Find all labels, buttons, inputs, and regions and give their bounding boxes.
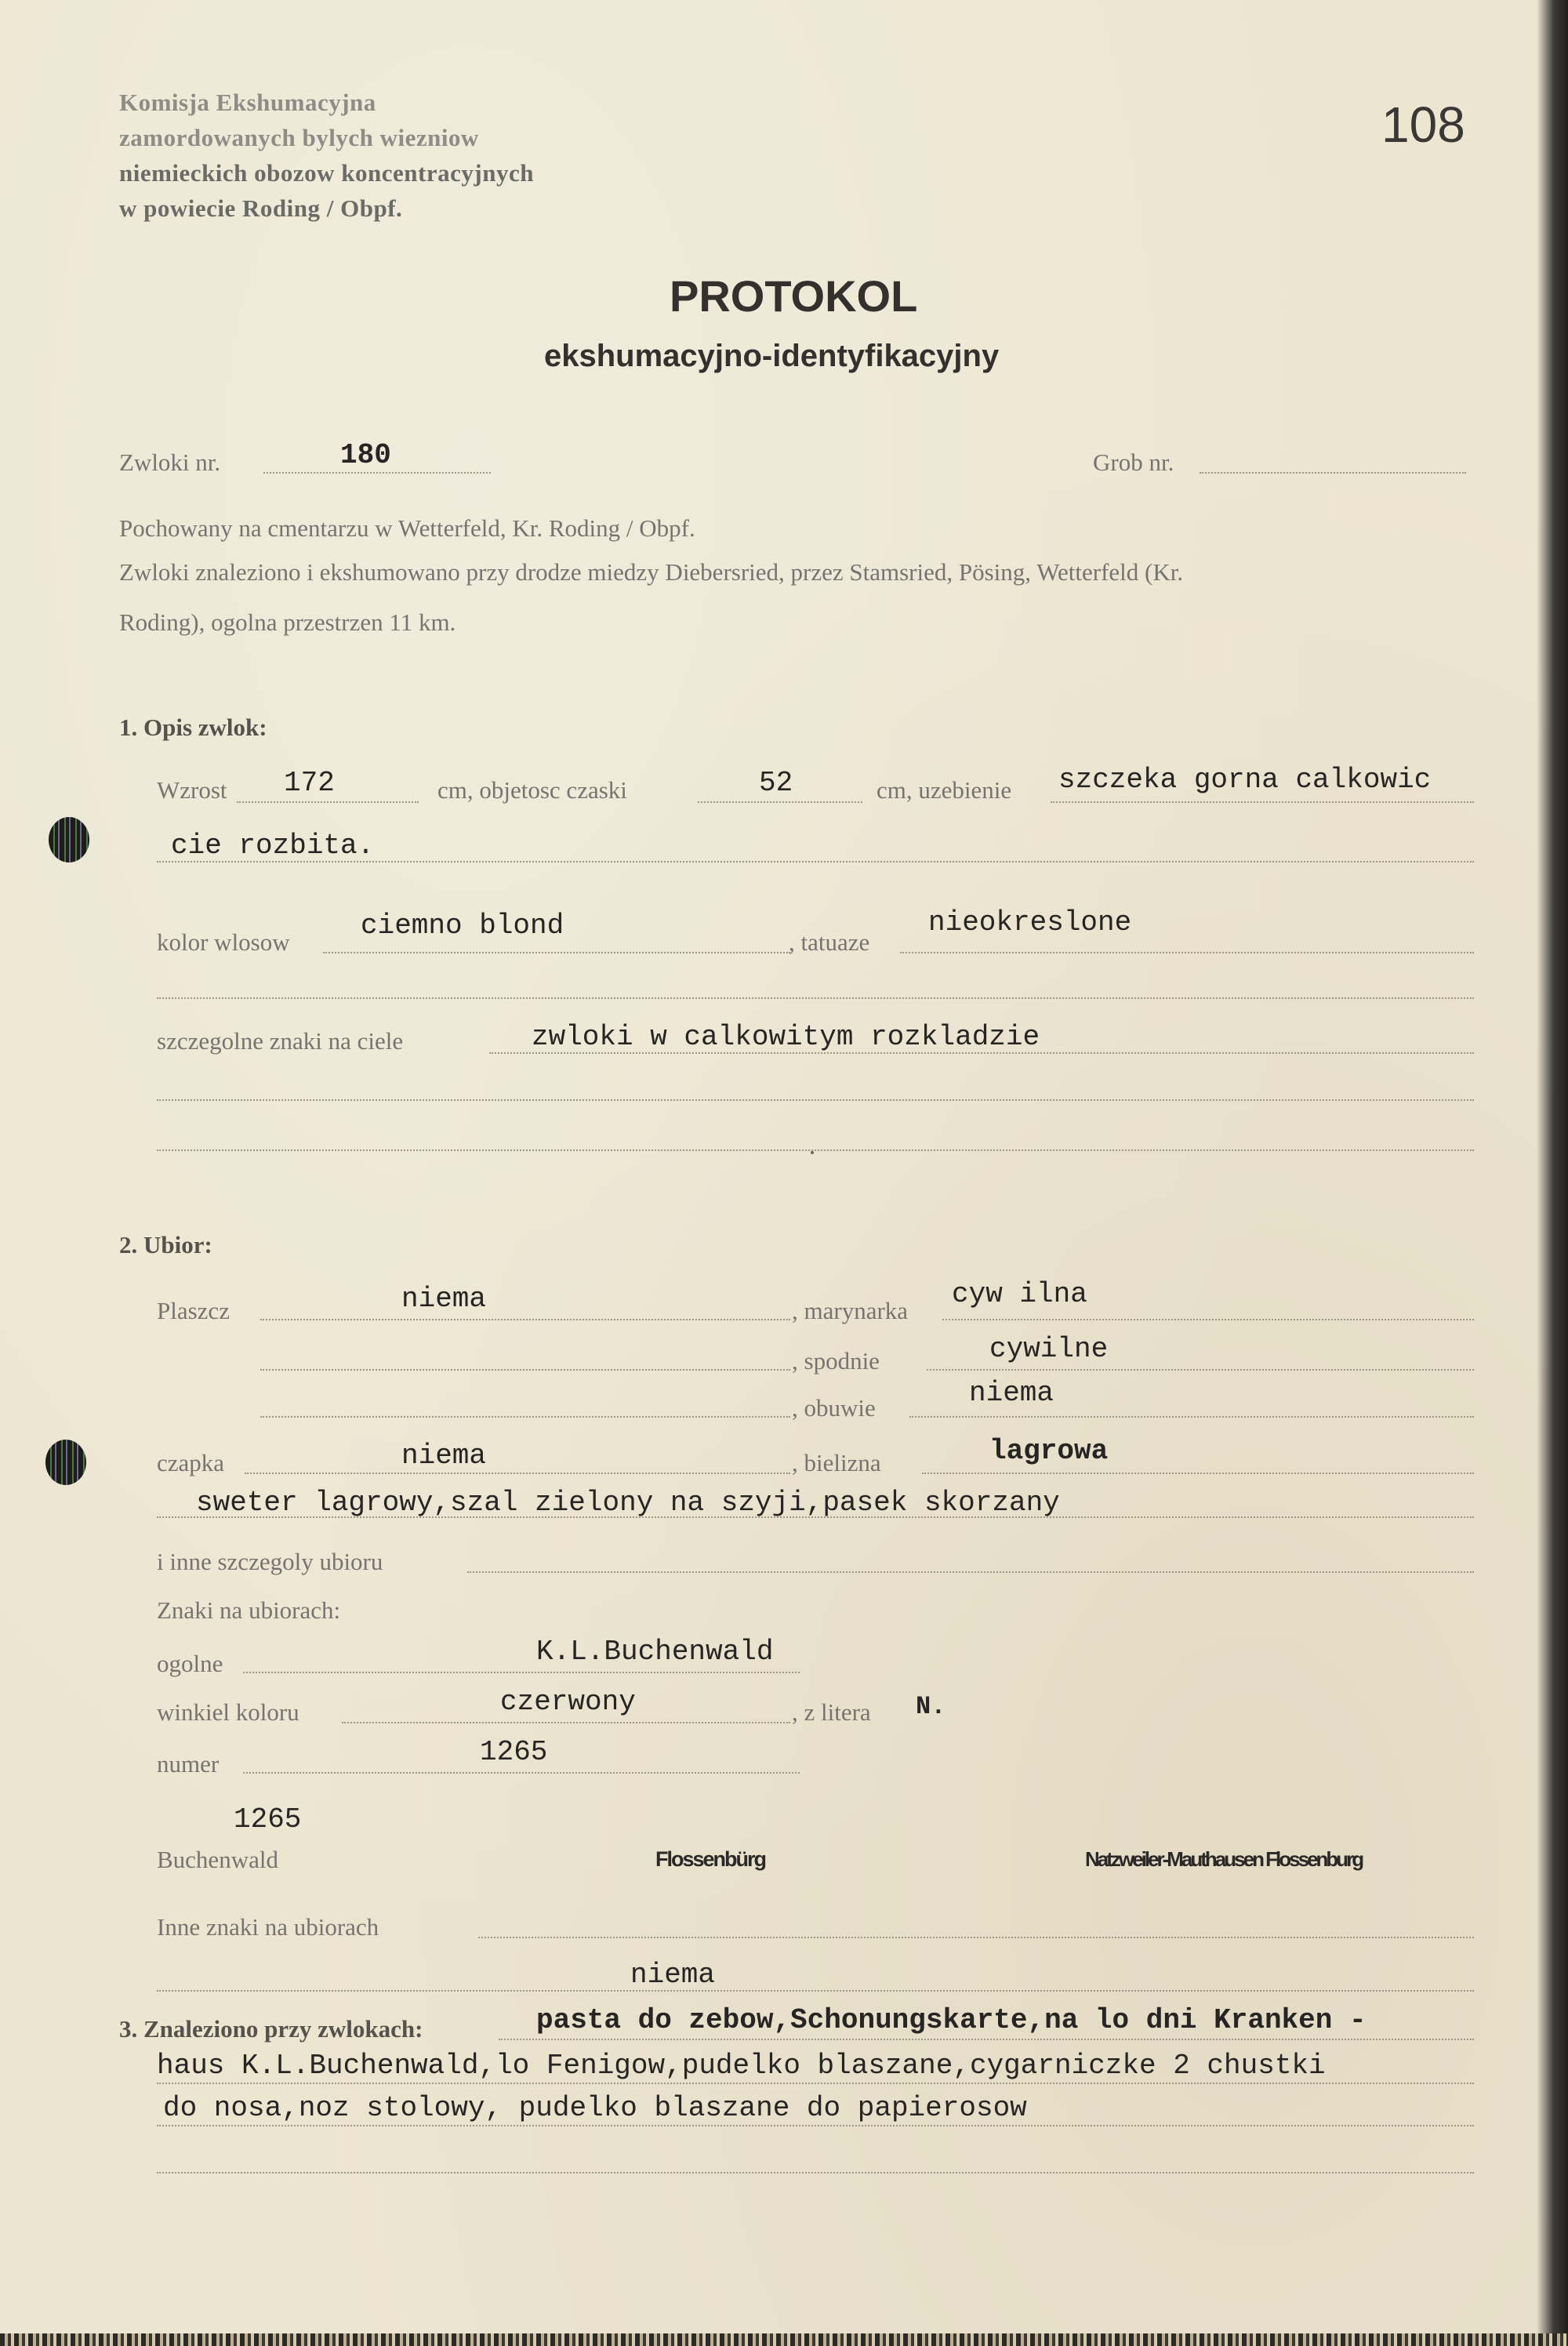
marynarka-value: cyw ilna [952,1278,1087,1310]
znaleziono-line-1-value: pasta do zebow,Schonungskarte,na lo dni Kranken - [536,2004,1367,2036]
spodnie-label: , spodnie [792,1347,880,1375]
header-line-4: w powiecie Roding / Obpf. [119,194,403,222]
section-1-title: 1. Opis zwlok: [119,714,267,741]
tatuaze-label: , tatuaze [789,928,870,956]
buchenwald-value: 1265 [234,1803,302,1836]
znaleziono-line-1: Zwloki znaleziono i ekshumowano przy drodze miedzy Diebersried, przez Stamsried, Pösing, Wetterfeld (Kr. [119,558,1184,586]
page-number: 108 [1381,96,1465,153]
znaki-szczegolne-label: szczegolne znaki na ciele [157,1027,404,1055]
litera-label: , z litera [792,1698,871,1726]
scan-edge-right [1537,0,1568,2346]
flossenburg-overstrike: Flossenbürg [655,1847,766,1871]
znaleziono-line-3-value: do nosa,noz stolowy, pudelko blaszane do papierosow [163,2092,1027,2124]
numer-label: numer [157,1750,220,1778]
section-3-label: 3. Znaleziono przy zwlokach: [119,2015,423,2043]
plaszcz-value: niema [401,1283,487,1315]
punch-hole-icon [45,1440,86,1485]
czapka-label: czapka [157,1449,225,1476]
pochowany-text: Pochowany na cmentarzu w Wetterfeld, Kr. Roding / Obpf. [119,514,695,542]
camps-overstrike: Natzweiler-Mauthausen Flossenburg [1085,1847,1363,1871]
zwloki-value: 180 [340,439,391,471]
header-line-2: zamordowanych bylych wiezniow [119,124,479,151]
bielizna-label: , bielizna [792,1449,881,1476]
tatuaze-value: nieokreslone [928,906,1132,939]
wzrost-value: 172 [284,767,335,799]
numer-value: 1265 [480,1736,548,1768]
znaki-szczegolne-value: zwloki w calkowitym rozkladzie [532,1021,1040,1053]
section-2-title: 2. Ubior: [119,1231,212,1258]
marynarka-label: , marynarka [792,1297,909,1324]
scan-edge-bottom [0,2333,1568,2346]
inne-szczegoly-label: i inne szczegoly ubioru [157,1548,383,1575]
ogolne-value: K.L.Buchenwald [536,1636,774,1668]
bielizna-value: lagrowa [989,1435,1109,1467]
czapka-value: niema [401,1440,487,1472]
inne-szczegoly-value: sweter lagrowy,szal zielony na szyji,pasek skorzany [196,1487,1060,1519]
inne-znaki-label: Inne znaki na ubiorach [157,1913,379,1941]
grob-label: Grob nr. [1093,448,1174,476]
kolor-wlosow-value: ciemno blond [361,910,564,942]
buchenwald-label: Buchenwald [157,1846,278,1873]
czaszka-value: 52 [759,767,793,799]
header-line-1: Komisja Ekshumacyjna [119,89,376,116]
inne-znaki-value: niema [630,1959,716,1991]
document-title: PROTOKOL [670,271,918,321]
kolor-wlosow-label: kolor wlosow [157,928,290,956]
uzebienie-value-2: cie rozbita. [171,830,375,862]
winkiel-value: czerwony [500,1686,636,1718]
obuwie-value: niema [969,1377,1054,1409]
punch-hole-icon [49,817,89,862]
znaleziono-line-2-value: haus K.L.Buchenwald,lo Fenigow,pudelko blaszane,cygarniczke 2 chustki [157,2050,1326,2082]
uzebienie-value-1: szczeka gorna calkowic [1058,764,1432,796]
obuwie-label: , obuwie [792,1394,876,1422]
header-line-3: niemieckich obozow koncentracyjnych [119,159,534,187]
plaszcz-label: Plaszcz [157,1297,230,1324]
ogolne-label: ogolne [157,1650,223,1677]
winkiel-label: winkiel koloru [157,1698,299,1726]
cm-objetosc-label: cm, objetosc czaski [437,776,627,804]
wzrost-label: Wzrost [157,776,227,804]
litera-value: N. [916,1692,946,1721]
cm-uzebienie-label: cm, uzebienie [877,776,1012,804]
document-subtitle: ekshumacyjno-identyfikacyjny [544,339,1000,373]
spodnie-value: cywilne [989,1333,1109,1365]
znaleziono-line-2: Roding), ogolna przestrzen 11 km. [119,608,456,636]
zwloki-label: Zwloki nr. [119,448,221,476]
znaki-na-ubiorach-label: Znaki na ubiorach: [157,1596,341,1624]
